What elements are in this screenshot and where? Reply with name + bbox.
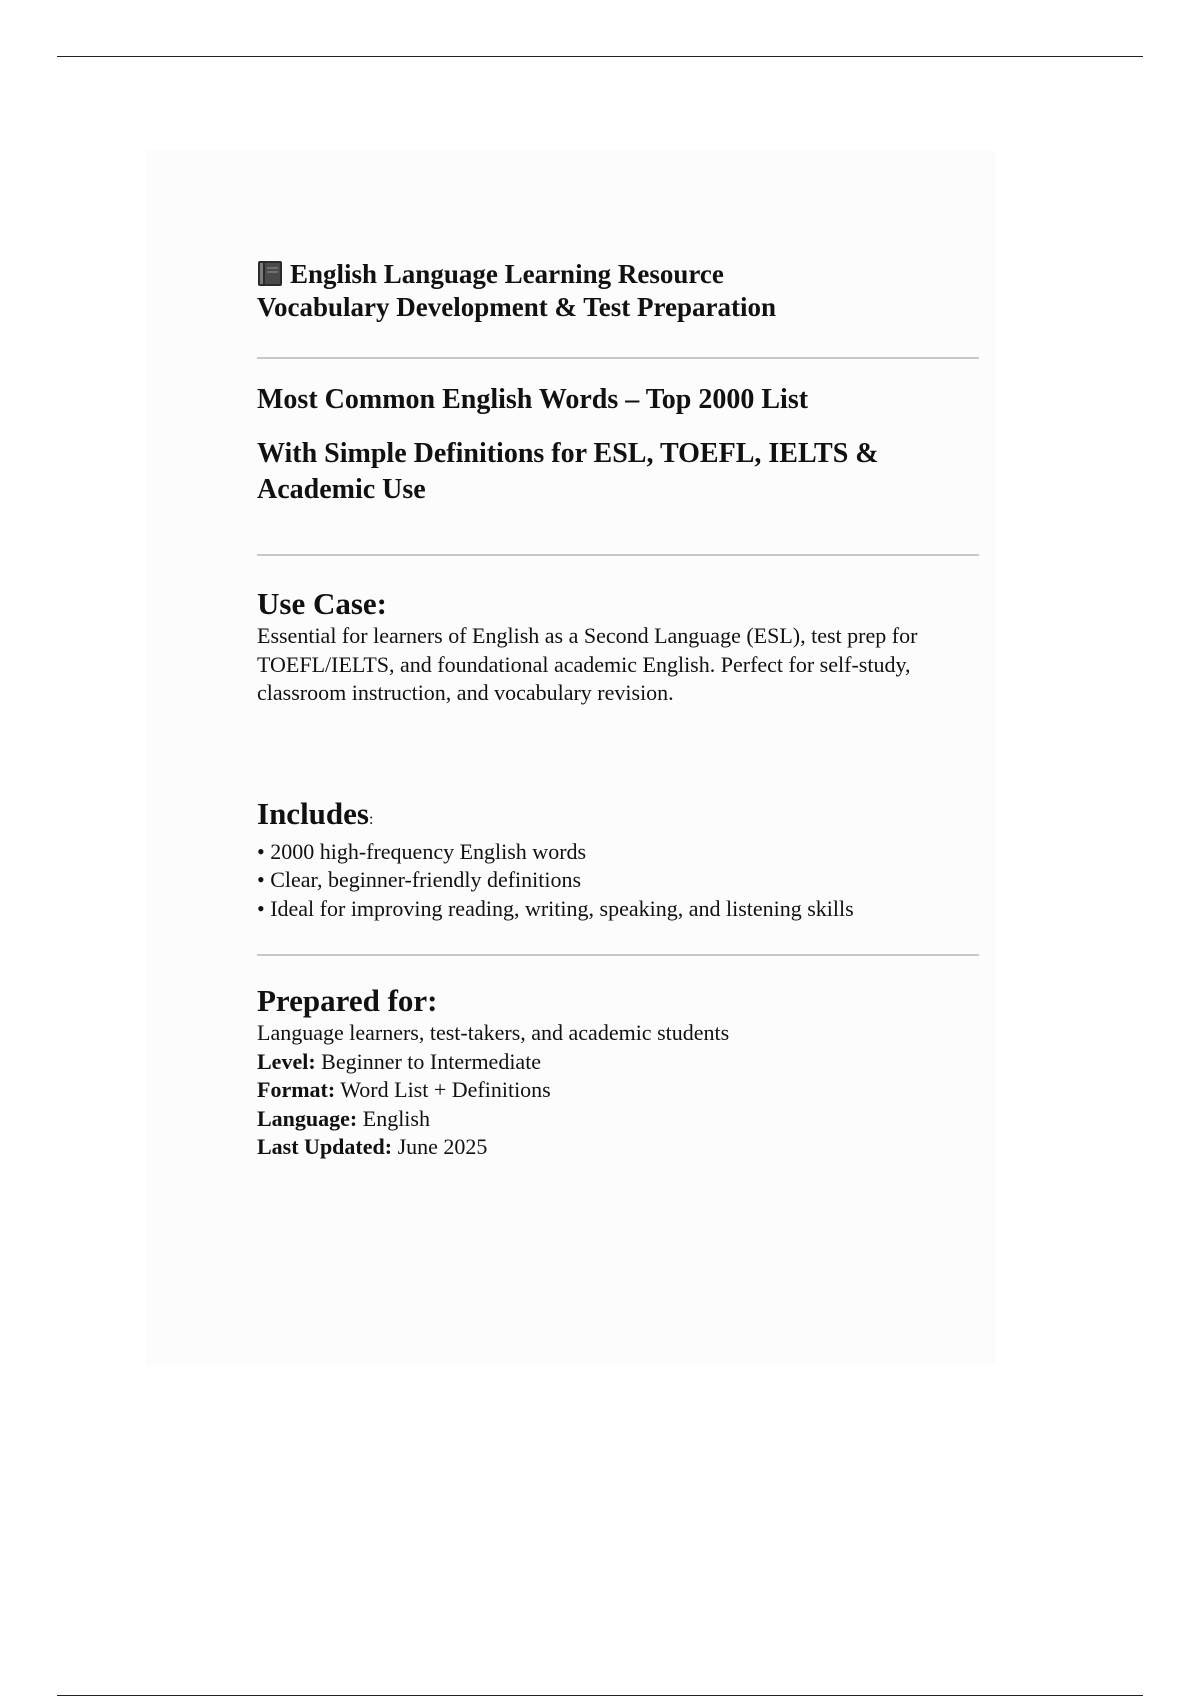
book-icon [257, 260, 283, 287]
divider [257, 554, 979, 556]
includes-heading-colon: : [368, 810, 374, 828]
includes-heading [257, 796, 979, 838]
last-updated-value: June 2025 [397, 1134, 488, 1159]
format-row [257, 1076, 979, 1105]
list-item: • 2000 high-frequency English words [257, 838, 587, 864]
language-label: Language: [257, 1105, 358, 1131]
page-top-rule [57, 56, 1143, 57]
level-value: Beginner to Intermediate [321, 1048, 542, 1074]
resource-title: English Language Learning Resource [290, 259, 724, 289]
document-subtitle: With Simple Definitions for ESL, TOEFL, IELTS & Academic Use [257, 438, 879, 505]
includes-heading-text: Includes [257, 795, 369, 831]
divider [257, 357, 979, 359]
use-case-text: Essential for learners of English as a Second Language (ESL), test prep for TOEFL/IELTS, and foundational academic English. Perfect for self-study, classroom instruction, and vocabulary revision. [257, 623, 918, 705]
last-updated-label: Last Updated: [257, 1134, 393, 1159]
format-label: Format: [257, 1077, 336, 1102]
level-row [257, 1048, 979, 1077]
resource-header-line1 [257, 258, 979, 291]
page-bottom-rule [57, 1695, 1143, 1696]
last-updated-row [257, 1133, 979, 1162]
language-value: English [362, 1105, 430, 1131]
use-case-heading: Use Case: [257, 586, 387, 621]
document-title: Most Common English Words – Top 2000 List [257, 384, 809, 415]
list-item: • Ideal for improving reading, writing, speaking, and listening skills [257, 895, 854, 921]
level-label: Level: [257, 1048, 316, 1074]
format-value: Word List + Definitions [340, 1077, 551, 1102]
resource-header-line2: Vocabulary Development & Test Preparation [257, 292, 776, 322]
prepared-for-heading: Prepared for: [257, 983, 438, 1018]
document-content [257, 258, 979, 1162]
audience-text: Language learners, test-takers, and academic students [257, 1020, 730, 1045]
list-item: • Clear, beginner-friendly definitions [257, 867, 582, 892]
language-row [257, 1105, 979, 1134]
includes-list [257, 838, 979, 924]
divider [257, 954, 979, 956]
